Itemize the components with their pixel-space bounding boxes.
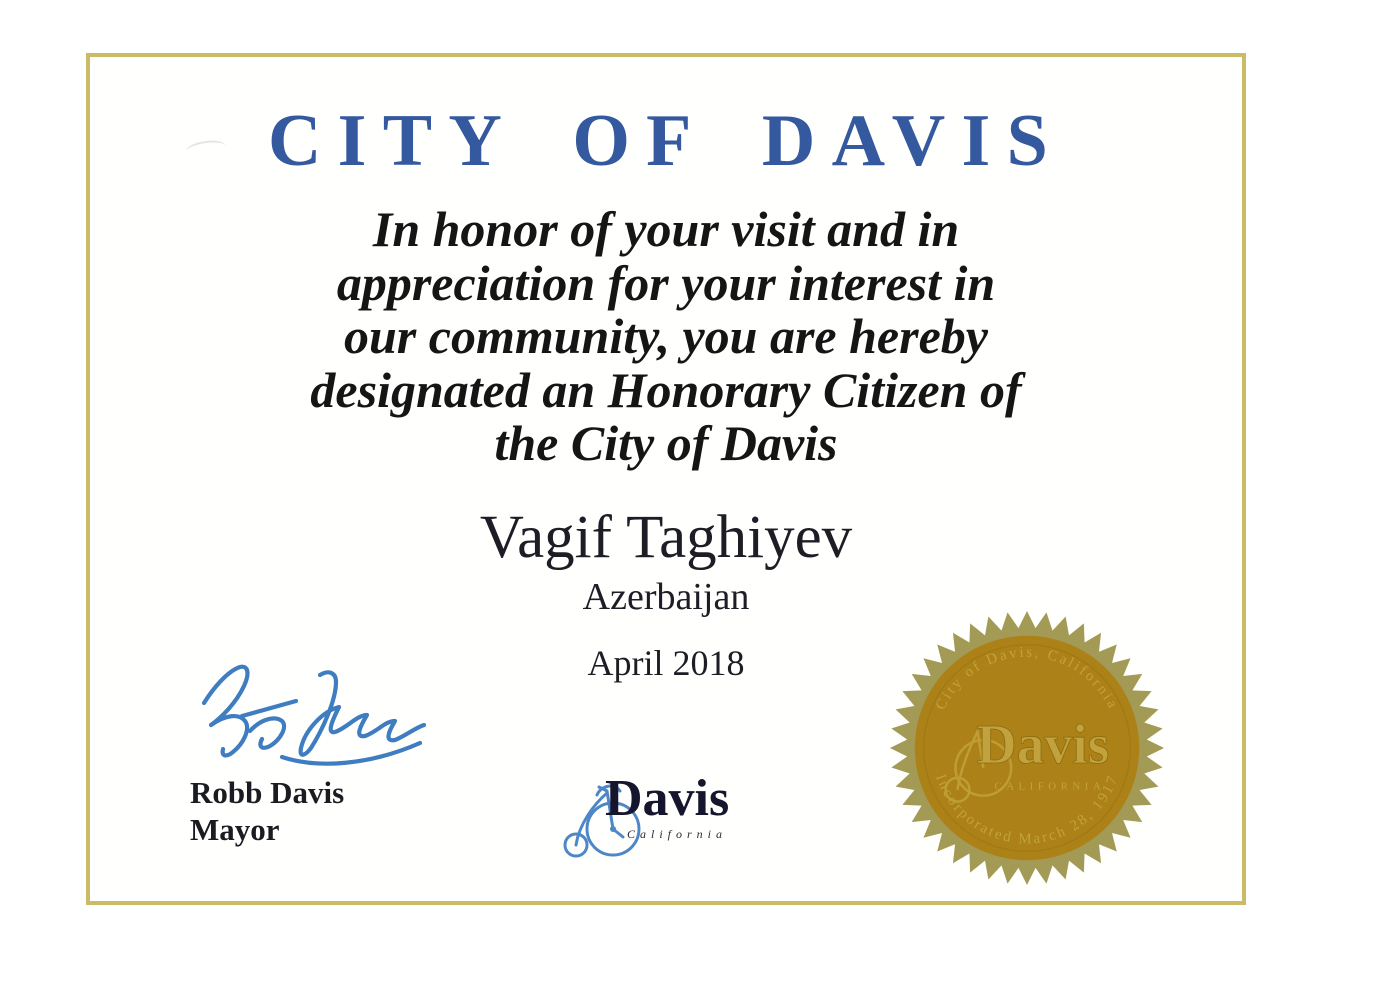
signer-name: Robb Davis (190, 775, 345, 810)
seal-bottom-arc-text: Incorporated March 28, 1917 (932, 772, 1122, 848)
body-line: In honor of your visit and in (372, 201, 960, 257)
body-line: appreciation for your interest in (336, 254, 996, 311)
body-line: the City of Davis (494, 415, 838, 471)
signature-block (190, 659, 470, 848)
recipient-name: Vagif Taghiyev (479, 504, 853, 571)
mayor-signature-icon (198, 659, 438, 769)
certificate-date: April 2018 (587, 643, 745, 683)
certificate-title: CITY OF DAVIS (267, 100, 1065, 182)
body-line: designated an Honorary Citizen of (310, 361, 1022, 418)
seal-center-subtext: California (994, 780, 1106, 793)
signer-title: Mayor (190, 811, 280, 847)
logo-subtext: California (627, 827, 728, 841)
gold-seal-graphic (888, 609, 1166, 887)
certificate-body-text (90, 203, 1242, 471)
body-line: our community, you are hereby (344, 308, 988, 364)
davis-city-logo (561, 771, 771, 871)
gold-foil-seal (888, 609, 1166, 887)
seal-top-arc-text: City of Davis, California (932, 644, 1122, 713)
logo-wordmark: Davis (605, 770, 730, 827)
certificate-border (86, 53, 1246, 905)
seal-center-wordmark: Davis (976, 713, 1110, 776)
recipient-country: Azerbaijan (582, 576, 750, 618)
